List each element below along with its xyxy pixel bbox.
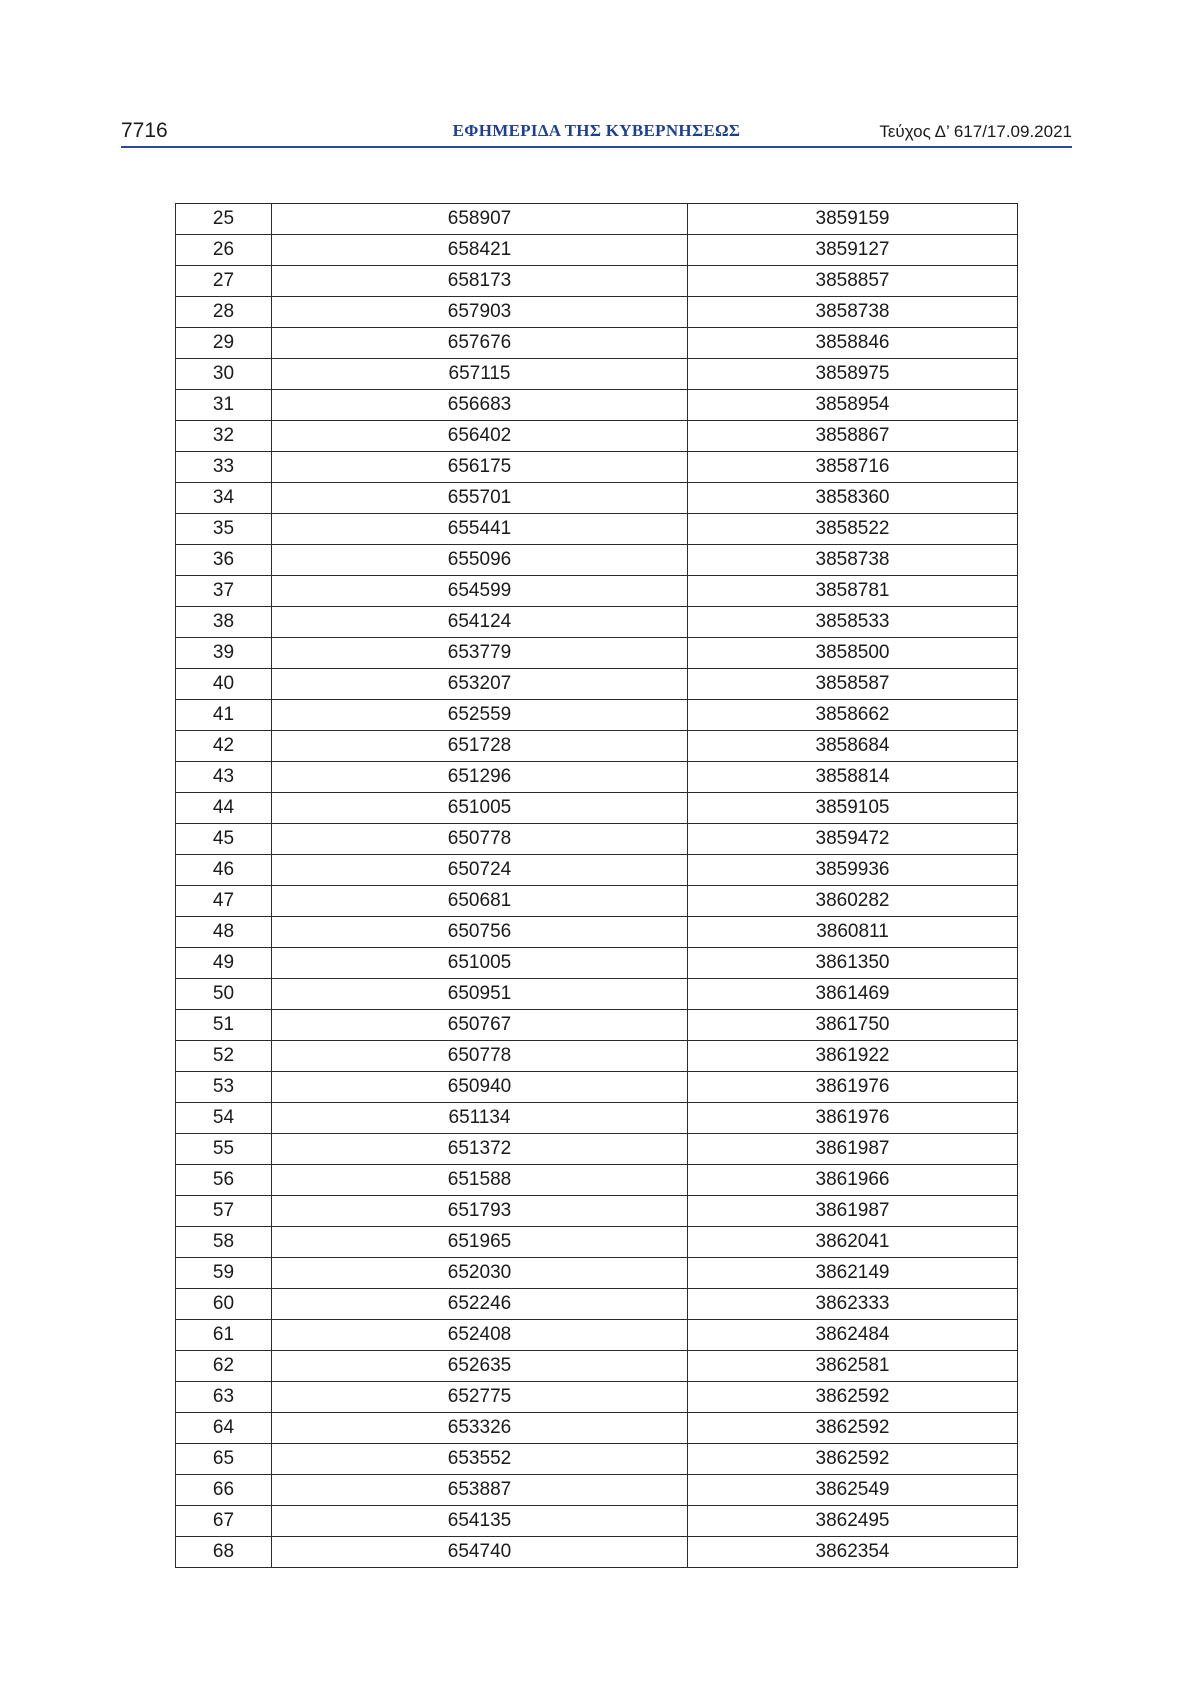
- point-number-cell: 28: [176, 297, 272, 328]
- table-row: [176, 1382, 1018, 1413]
- x-coordinate-cell: 651965: [272, 1227, 688, 1258]
- y-coordinate-cell: 3859159: [688, 204, 1018, 235]
- point-number-cell: 64: [176, 1413, 272, 1444]
- point-number-cell: 48: [176, 917, 272, 948]
- y-coordinate-cell: 3858867: [688, 421, 1018, 452]
- x-coordinate-cell: 655441: [272, 514, 688, 545]
- point-number-cell: 59: [176, 1258, 272, 1289]
- table-row: [176, 390, 1018, 421]
- x-coordinate-cell: 652559: [272, 700, 688, 731]
- table-row: [176, 204, 1018, 235]
- x-coordinate-cell: 657676: [272, 328, 688, 359]
- table-row: [176, 700, 1018, 731]
- x-coordinate-cell: 653326: [272, 1413, 688, 1444]
- x-coordinate-cell: 654599: [272, 576, 688, 607]
- point-number-cell: 42: [176, 731, 272, 762]
- issue-info: Τεύχος Δ’ 617/17.09.2021: [879, 122, 1072, 141]
- x-coordinate-cell: 651728: [272, 731, 688, 762]
- y-coordinate-cell: 3858587: [688, 669, 1018, 700]
- x-coordinate-cell: 651793: [272, 1196, 688, 1227]
- table-row: [176, 1010, 1018, 1041]
- point-number-cell: 61: [176, 1320, 272, 1351]
- table-row: [176, 421, 1018, 452]
- y-coordinate-cell: 3861750: [688, 1010, 1018, 1041]
- y-coordinate-cell: 3862354: [688, 1537, 1018, 1568]
- y-coordinate-cell: 3862549: [688, 1475, 1018, 1506]
- table-row: [176, 359, 1018, 390]
- point-number-cell: 40: [176, 669, 272, 700]
- y-coordinate-cell: 3861966: [688, 1165, 1018, 1196]
- y-coordinate-cell: 3858781: [688, 576, 1018, 607]
- table-row: [176, 731, 1018, 762]
- x-coordinate-cell: 650756: [272, 917, 688, 948]
- table-row: [176, 607, 1018, 638]
- point-number-cell: 55: [176, 1134, 272, 1165]
- point-number-cell: 57: [176, 1196, 272, 1227]
- x-coordinate-cell: 650767: [272, 1010, 688, 1041]
- table-row: [176, 1444, 1018, 1475]
- table-row: [176, 917, 1018, 948]
- page-header: [121, 118, 1072, 148]
- x-coordinate-cell: 651134: [272, 1103, 688, 1134]
- x-coordinate-cell: 651588: [272, 1165, 688, 1196]
- x-coordinate-cell: 653207: [272, 669, 688, 700]
- point-number-cell: 44: [176, 793, 272, 824]
- point-number-cell: 53: [176, 1072, 272, 1103]
- point-number-cell: 26: [176, 235, 272, 266]
- x-coordinate-cell: 650778: [272, 1041, 688, 1072]
- point-number-cell: 66: [176, 1475, 272, 1506]
- header-divider: [121, 146, 1072, 148]
- y-coordinate-cell: 3858846: [688, 328, 1018, 359]
- point-number-cell: 34: [176, 483, 272, 514]
- table-row: [176, 483, 1018, 514]
- x-coordinate-cell: 650940: [272, 1072, 688, 1103]
- y-coordinate-cell: 3862041: [688, 1227, 1018, 1258]
- point-number-cell: 45: [176, 824, 272, 855]
- y-coordinate-cell: 3862592: [688, 1382, 1018, 1413]
- x-coordinate-cell: 653779: [272, 638, 688, 669]
- point-number-cell: 63: [176, 1382, 272, 1413]
- point-number-cell: 43: [176, 762, 272, 793]
- table-row: [176, 948, 1018, 979]
- point-number-cell: 49: [176, 948, 272, 979]
- table-row: [176, 1041, 1018, 1072]
- point-number-cell: 35: [176, 514, 272, 545]
- y-coordinate-cell: 3861976: [688, 1072, 1018, 1103]
- y-coordinate-cell: 3859936: [688, 855, 1018, 886]
- point-number-cell: 67: [176, 1506, 272, 1537]
- x-coordinate-cell: 653887: [272, 1475, 688, 1506]
- y-coordinate-cell: 3858716: [688, 452, 1018, 483]
- y-coordinate-cell: 3862495: [688, 1506, 1018, 1537]
- y-coordinate-cell: 3862149: [688, 1258, 1018, 1289]
- x-coordinate-cell: 652030: [272, 1258, 688, 1289]
- point-number-cell: 38: [176, 607, 272, 638]
- y-coordinate-cell: 3858360: [688, 483, 1018, 514]
- point-number-cell: 31: [176, 390, 272, 421]
- table-row: [176, 1103, 1018, 1134]
- x-coordinate-cell: 651296: [272, 762, 688, 793]
- x-coordinate-cell: 656175: [272, 452, 688, 483]
- table-row: [176, 793, 1018, 824]
- y-coordinate-cell: 3861922: [688, 1041, 1018, 1072]
- x-coordinate-cell: 652635: [272, 1351, 688, 1382]
- table-row: [176, 452, 1018, 483]
- point-number-cell: 68: [176, 1537, 272, 1568]
- point-number-cell: 65: [176, 1444, 272, 1475]
- x-coordinate-cell: 652775: [272, 1382, 688, 1413]
- table-row: [176, 328, 1018, 359]
- x-coordinate-cell: 654740: [272, 1537, 688, 1568]
- y-coordinate-cell: 3862592: [688, 1444, 1018, 1475]
- table-row: [176, 886, 1018, 917]
- table-row: [176, 266, 1018, 297]
- y-coordinate-cell: 3858684: [688, 731, 1018, 762]
- x-coordinate-cell: 657903: [272, 297, 688, 328]
- y-coordinate-cell: 3858500: [688, 638, 1018, 669]
- coordinates-table: [175, 203, 1018, 1568]
- x-coordinate-cell: 655096: [272, 545, 688, 576]
- y-coordinate-cell: 3862484: [688, 1320, 1018, 1351]
- y-coordinate-cell: 3860811: [688, 917, 1018, 948]
- table-row: [176, 1196, 1018, 1227]
- table-row: [176, 1227, 1018, 1258]
- table-row: [176, 1320, 1018, 1351]
- x-coordinate-cell: 650681: [272, 886, 688, 917]
- table-row: [176, 1537, 1018, 1568]
- y-coordinate-cell: 3860282: [688, 886, 1018, 917]
- point-number-cell: 52: [176, 1041, 272, 1072]
- x-coordinate-cell: 650951: [272, 979, 688, 1010]
- y-coordinate-cell: 3858975: [688, 359, 1018, 390]
- x-coordinate-cell: 658907: [272, 204, 688, 235]
- point-number-cell: 25: [176, 204, 272, 235]
- table-row: [176, 1351, 1018, 1382]
- point-number-cell: 56: [176, 1165, 272, 1196]
- x-coordinate-cell: 654124: [272, 607, 688, 638]
- x-coordinate-cell: 650778: [272, 824, 688, 855]
- x-coordinate-cell: 658173: [272, 266, 688, 297]
- x-coordinate-cell: 655701: [272, 483, 688, 514]
- point-number-cell: 36: [176, 545, 272, 576]
- table-row: [176, 1134, 1018, 1165]
- y-coordinate-cell: 3859472: [688, 824, 1018, 855]
- table-row: [176, 297, 1018, 328]
- y-coordinate-cell: 3858954: [688, 390, 1018, 421]
- point-number-cell: 32: [176, 421, 272, 452]
- table-row: [176, 235, 1018, 266]
- y-coordinate-cell: 3859127: [688, 235, 1018, 266]
- y-coordinate-cell: 3861976: [688, 1103, 1018, 1134]
- gazette-title: ΕΦΗΜΕΡΙΔΑ ΤΗΣ ΚΥΒΕΡΝΗΣΕΩΣ: [452, 121, 741, 140]
- table-row: [176, 1258, 1018, 1289]
- table-row: [176, 638, 1018, 669]
- x-coordinate-cell: 652246: [272, 1289, 688, 1320]
- x-coordinate-cell: 652408: [272, 1320, 688, 1351]
- point-number-cell: 41: [176, 700, 272, 731]
- table-row: [176, 669, 1018, 700]
- point-number-cell: 46: [176, 855, 272, 886]
- point-number-cell: 33: [176, 452, 272, 483]
- y-coordinate-cell: 3858738: [688, 297, 1018, 328]
- y-coordinate-cell: 3861987: [688, 1134, 1018, 1165]
- page-number: 7716: [121, 119, 168, 142]
- y-coordinate-cell: 3859105: [688, 793, 1018, 824]
- x-coordinate-cell: 651005: [272, 948, 688, 979]
- table-row: [176, 576, 1018, 607]
- x-coordinate-cell: 651005: [272, 793, 688, 824]
- table-row: [176, 1506, 1018, 1537]
- point-number-cell: 27: [176, 266, 272, 297]
- y-coordinate-cell: 3861469: [688, 979, 1018, 1010]
- coordinates-table-body: [176, 204, 1018, 1568]
- y-coordinate-cell: 3858662: [688, 700, 1018, 731]
- y-coordinate-cell: 3858522: [688, 514, 1018, 545]
- point-number-cell: 60: [176, 1289, 272, 1320]
- point-number-cell: 47: [176, 886, 272, 917]
- table-row: [176, 979, 1018, 1010]
- y-coordinate-cell: 3861350: [688, 948, 1018, 979]
- x-coordinate-cell: 650724: [272, 855, 688, 886]
- table-row: [176, 514, 1018, 545]
- point-number-cell: 29: [176, 328, 272, 359]
- y-coordinate-cell: 3862581: [688, 1351, 1018, 1382]
- point-number-cell: 37: [176, 576, 272, 607]
- table-row: [176, 1413, 1018, 1444]
- point-number-cell: 58: [176, 1227, 272, 1258]
- point-number-cell: 30: [176, 359, 272, 390]
- point-number-cell: 51: [176, 1010, 272, 1041]
- y-coordinate-cell: 3861987: [688, 1196, 1018, 1227]
- table-row: [176, 1289, 1018, 1320]
- y-coordinate-cell: 3862592: [688, 1413, 1018, 1444]
- y-coordinate-cell: 3858738: [688, 545, 1018, 576]
- table-row: [176, 855, 1018, 886]
- x-coordinate-cell: 657115: [272, 359, 688, 390]
- x-coordinate-cell: 658421: [272, 235, 688, 266]
- x-coordinate-cell: 651372: [272, 1134, 688, 1165]
- point-number-cell: 54: [176, 1103, 272, 1134]
- x-coordinate-cell: 653552: [272, 1444, 688, 1475]
- x-coordinate-cell: 654135: [272, 1506, 688, 1537]
- x-coordinate-cell: 656402: [272, 421, 688, 452]
- table-row: [176, 824, 1018, 855]
- point-number-cell: 62: [176, 1351, 272, 1382]
- table-row: [176, 1475, 1018, 1506]
- table-row: [176, 762, 1018, 793]
- y-coordinate-cell: 3858814: [688, 762, 1018, 793]
- y-coordinate-cell: 3858533: [688, 607, 1018, 638]
- point-number-cell: 39: [176, 638, 272, 669]
- point-number-cell: 50: [176, 979, 272, 1010]
- table-row: [176, 1165, 1018, 1196]
- x-coordinate-cell: 656683: [272, 390, 688, 421]
- table-row: [176, 545, 1018, 576]
- y-coordinate-cell: 3858857: [688, 266, 1018, 297]
- table-row: [176, 1072, 1018, 1103]
- y-coordinate-cell: 3862333: [688, 1289, 1018, 1320]
